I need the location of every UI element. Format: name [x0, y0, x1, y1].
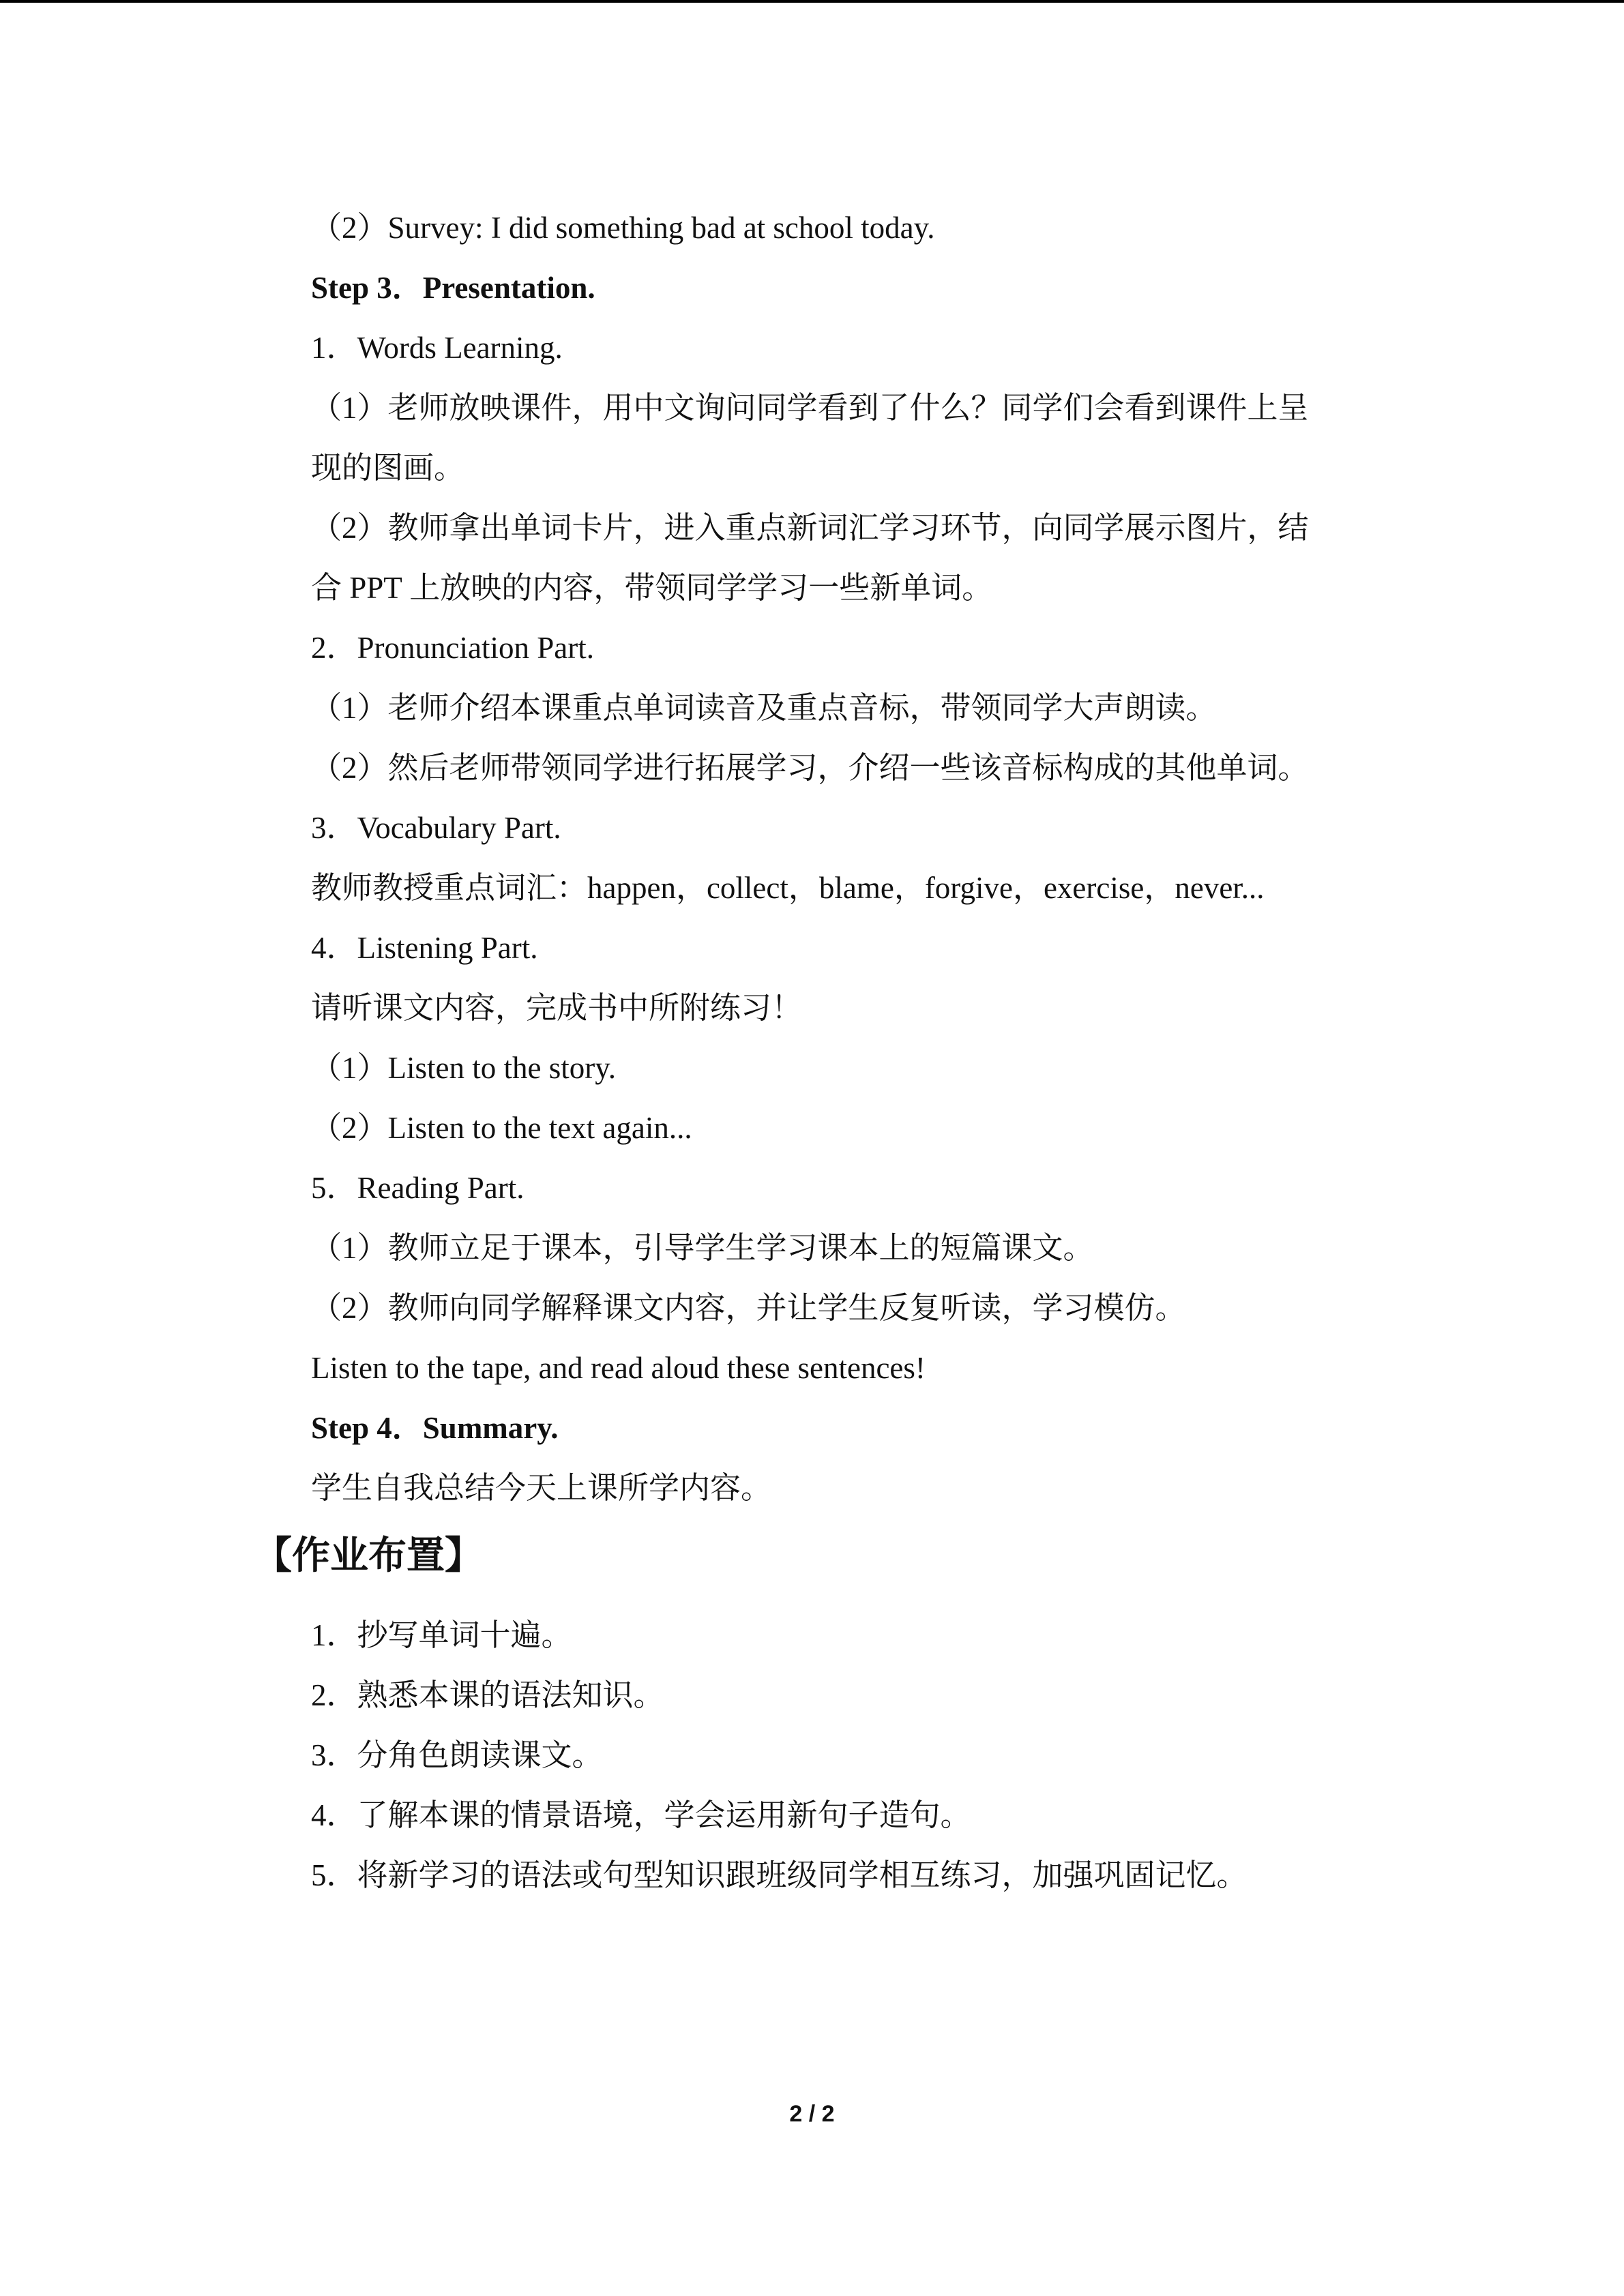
- body-line: （2）Listen to the text again...: [311, 1111, 692, 1145]
- homework-item: 5．将新学习的语法或句型知识跟班级同学相互练习，加强巩固记忆。: [311, 1858, 1247, 1892]
- body-line: （1）老师介绍本课重点单词读音及重点音标，带领同学大声朗读。: [311, 691, 1217, 725]
- body-line: Listen to the tape, and read aloud these sentences!: [311, 1351, 926, 1385]
- top-border-line: [0, 0, 1624, 3]
- body-line: 现的图画。: [311, 451, 465, 485]
- body-line: 2．Pronunciation Part.: [311, 631, 594, 665]
- body-line: 请听课文内容，完成书中所附练习！: [311, 991, 803, 1025]
- body-line: 学生自我总结今天上课所学内容。: [311, 1471, 772, 1505]
- document-body: [0, 198, 1624, 1905]
- body-line: 教师教授重点词汇：happen，collect，blame，forgive，exercise，never...: [311, 871, 1265, 905]
- homework-item: 2．熟悉本课的语法知识。: [311, 1678, 664, 1712]
- body-line: 3．Vocabulary Part.: [311, 811, 561, 845]
- body-line: （2）然后老师带领同学进行拓展学习，介绍一些该音标构成的其他单词。: [311, 751, 1309, 785]
- body-line: 合 PPT 上放映的内容，带领同学学习一些新单词。: [311, 571, 993, 605]
- step-heading: Step 4．Summary.: [311, 1411, 559, 1445]
- body-line: 4．Listening Part.: [311, 931, 538, 965]
- body-line: （1）老师放映课件，用中文询问同学看到了什么？同学们会看到课件上呈: [311, 391, 1309, 425]
- homework-heading: 【作业布置】: [254, 1534, 483, 1578]
- body-line: （2）教师向同学解释课文内容，并让学生反复听读，学习模仿。: [311, 1291, 1186, 1325]
- body-line: 1．Words Learning.: [311, 331, 563, 365]
- homework-list: [0, 1605, 1624, 1905]
- homework-item: 4．了解本课的情景语境，学会运用新句子造句。: [311, 1798, 971, 1832]
- homework-item: 1．抄写单词十遍。: [311, 1618, 572, 1652]
- page-number: 2 / 2: [789, 2101, 835, 2127]
- body-line: （1）Listen to the story.: [311, 1051, 617, 1085]
- body-line: （1）教师立足于课本，引导学生学习课本上的短篇课文。: [311, 1231, 1094, 1265]
- homework-item: 3．分角色朗读课文。: [311, 1738, 603, 1772]
- lesson-steps: [0, 198, 1624, 1518]
- body-line: （2）Survey: I did something bad at school today.: [311, 211, 935, 245]
- body-line: 5．Reading Part.: [311, 1171, 525, 1205]
- body-line: （2）教师拿出单词卡片，进入重点新词汇学习环节，向同学展示图片，结: [311, 511, 1309, 545]
- step-heading: Step 3．Presentation.: [311, 271, 595, 305]
